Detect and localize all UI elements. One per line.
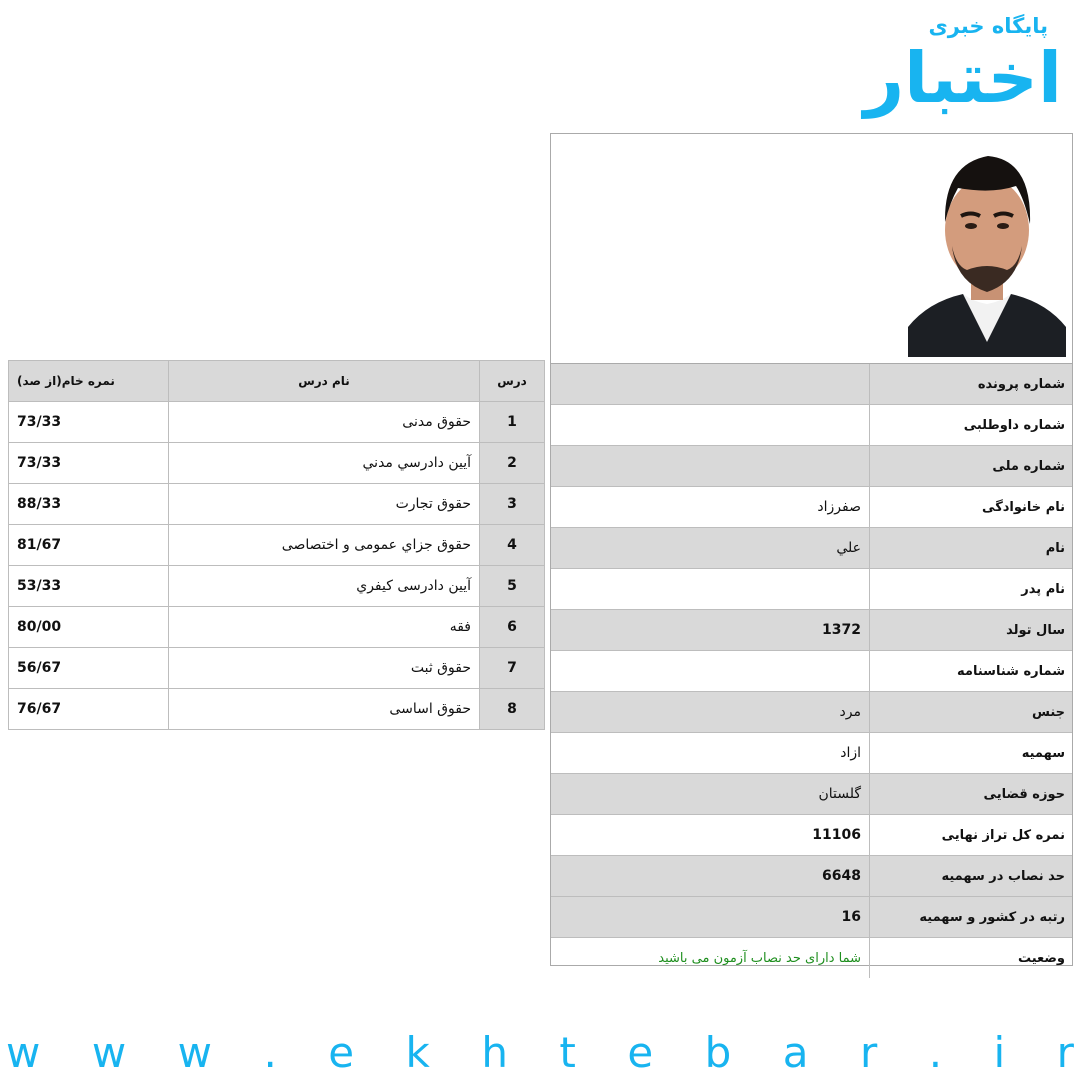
row-id-card-number — [551, 651, 1072, 692]
course-name: فقه — [169, 607, 480, 648]
course-index: 4 — [480, 525, 545, 566]
table-row — [9, 607, 545, 648]
site-logo — [863, 12, 1062, 132]
file-number-value — [551, 364, 869, 404]
father-name-value — [551, 569, 869, 609]
course-name: آيين دادرسي مدني — [169, 443, 480, 484]
applicant-number-value — [551, 405, 869, 445]
header-index: درس — [480, 361, 545, 402]
row-final-score — [551, 815, 1072, 856]
table-row — [9, 402, 545, 443]
row-status — [551, 938, 1072, 978]
gender-value: مرد — [839, 704, 861, 720]
first-name-value: علي — [836, 540, 861, 556]
website-url — [0, 1028, 1080, 1077]
quota-threshold-label: حد نصاب در سهمیه — [869, 856, 1072, 896]
website-char: e — [328, 1028, 355, 1077]
course-index: 2 — [480, 443, 545, 484]
course-name: حقوق جزاي عمومی و اختصاصی — [169, 525, 480, 566]
table-row — [9, 689, 545, 730]
website-char: . — [263, 1028, 277, 1077]
scores-table — [8, 360, 545, 730]
status-label: وضعیت — [869, 938, 1072, 978]
website-char: e — [627, 1028, 654, 1077]
row-gender — [551, 692, 1072, 733]
course-index: 5 — [480, 566, 545, 607]
course-index: 6 — [480, 607, 545, 648]
website-char: t — [559, 1028, 576, 1077]
national-id-label: شماره ملی — [869, 446, 1072, 486]
course-index: 3 — [480, 484, 545, 525]
course-name: حقوق تجارت — [169, 484, 480, 525]
course-index: 8 — [480, 689, 545, 730]
rank-label: رتبه در کشور و سهمیه — [869, 897, 1072, 937]
row-father-name — [551, 569, 1072, 610]
website-char: a — [782, 1028, 809, 1077]
file-number-label: شماره پرونده — [869, 364, 1072, 404]
scores-header-row — [9, 361, 545, 402]
row-first-name — [551, 528, 1072, 569]
table-row — [9, 484, 545, 525]
table-row — [9, 443, 545, 484]
row-quota — [551, 733, 1072, 774]
judicial-district-label: حوزه قضایی — [869, 774, 1072, 814]
row-birth-year — [551, 610, 1072, 651]
course-name: حقوق اساسی — [169, 689, 480, 730]
candidate-info-card — [550, 133, 1073, 966]
rank-value: 16 — [841, 909, 861, 925]
gender-label: جنس — [869, 692, 1072, 732]
birth-year-value: 1372 — [822, 622, 861, 638]
row-quota-threshold — [551, 856, 1072, 897]
website-char: r — [1056, 1028, 1074, 1077]
row-file-number — [551, 364, 1072, 405]
course-score: 76/67 — [9, 689, 169, 730]
applicant-number-label: شماره داوطلبی — [869, 405, 1072, 445]
header-raw-score: نمره خام(از صد) — [9, 361, 169, 402]
photo-area — [551, 134, 1072, 364]
final-score-value: 11106 — [812, 827, 861, 843]
final-score-label: نمره کل تراز نهایی — [869, 815, 1072, 855]
website-char: . — [928, 1028, 943, 1077]
last-name-value: صفرزاد — [817, 499, 861, 515]
website-char: w — [91, 1028, 127, 1077]
judicial-district-value: گلستان — [818, 786, 861, 802]
website-char: h — [481, 1028, 508, 1077]
course-score: 88/33 — [9, 484, 169, 525]
table-row — [9, 648, 545, 689]
course-score: 53/33 — [9, 566, 169, 607]
quota-value: ازاد — [840, 745, 861, 761]
table-row — [9, 566, 545, 607]
row-last-name — [551, 487, 1072, 528]
course-score: 73/33 — [9, 443, 169, 484]
first-name-label: نام — [869, 528, 1072, 568]
course-name: آيين دادرسی کيفري — [169, 566, 480, 607]
row-rank — [551, 897, 1072, 938]
course-score: 73/33 — [9, 402, 169, 443]
header-course-name: نام درس — [169, 361, 480, 402]
id-card-number-label: شماره شناسنامه — [869, 651, 1072, 691]
course-index: 1 — [480, 402, 545, 443]
id-card-number-value — [551, 651, 869, 691]
website-char: b — [704, 1028, 732, 1077]
course-index: 7 — [480, 648, 545, 689]
course-name: حقوق ثبت — [169, 648, 480, 689]
website-char: k — [405, 1028, 430, 1077]
course-score: 56/67 — [9, 648, 169, 689]
father-name-label: نام پدر — [869, 569, 1072, 609]
birth-year-label: سال تولد — [869, 610, 1072, 650]
last-name-label: نام خانوادگی — [869, 487, 1072, 527]
logo-title: اختبار — [863, 37, 1062, 119]
row-judicial-district — [551, 774, 1072, 815]
website-char: r — [859, 1028, 878, 1077]
status-value: شما دارای حد نصاب آزمون می باشید — [658, 950, 861, 966]
quota-threshold-value: 6648 — [822, 868, 861, 884]
quota-label: سهمیه — [869, 733, 1072, 773]
website-char: w — [177, 1028, 212, 1077]
national-id-value — [551, 446, 869, 486]
course-score: 81/67 — [9, 525, 169, 566]
logo-subtitle: پایگاه خبری — [928, 14, 1048, 38]
course-score: 80/00 — [9, 607, 169, 648]
row-national-id — [551, 446, 1072, 487]
course-name: حقوق مدنی — [169, 402, 480, 443]
website-char: i — [993, 1028, 1006, 1077]
website-char: w — [6, 1028, 41, 1077]
table-row — [9, 525, 545, 566]
row-applicant-number — [551, 405, 1072, 446]
candidate-photo — [908, 142, 1066, 357]
